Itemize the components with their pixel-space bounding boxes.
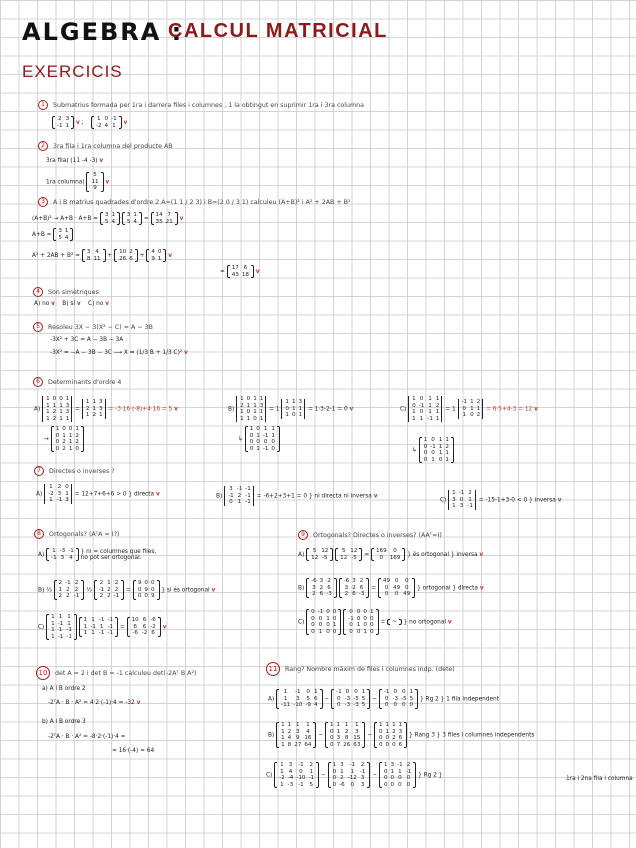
answer-11a: A) 1 -1 0 1 1 3 5 6 -11 -10 -9 4 ∼ -1 0 0 1 0 -3 -5 5 0 -3 -3 5 ∼ -1 0 0 1 0 -3 -5 5 0 0 0 0 } Rg 2 } 1 fila independent bbox=[268, 689, 500, 709]
answer-11c-note: 1ra i 2na fila i columna bbox=[566, 776, 633, 782]
result: = -3·16·(-8)+4·16 = 5 bbox=[108, 406, 173, 413]
step: A+B = bbox=[32, 232, 54, 239]
result: } no ortogonal bbox=[403, 619, 447, 626]
question-text: Ortogonals? (AᵀA = I?) bbox=[49, 531, 120, 538]
result: } és ortogonal } inversa bbox=[407, 552, 478, 559]
question-9 bbox=[298, 530, 442, 540]
answer-6c-alt: ↳ 1 0 1 1 0 -1 1 2 0 0 1 1 0 1 0 1 bbox=[412, 437, 454, 463]
answer-11b: B) 1 1 1 1 1 2 3 4 1 4 9 16 1 8 27 64 ∼ 1 1 1 1 0 1 2 3 0 3 8 15 0 7 26 63 ∼ 1 1 1 1 0 1 2 3 0 0 2 6 0 0 0 6 } Rang 3 } 3 files i columnes independents bbox=[268, 722, 535, 748]
question-7 bbox=[34, 466, 115, 476]
result: = -6+2+3+1 = 0 } ni directa ni inversa bbox=[256, 493, 372, 500]
answer-10b: b) A i B ordre 3 bbox=[42, 719, 86, 725]
question-number: 5 bbox=[33, 322, 43, 332]
question-number: 1 bbox=[38, 100, 48, 110]
question-number: 9 bbox=[298, 530, 308, 540]
answer-6b-alt: ↳ 1 0 1 1 0 1 -1 1 0 0 0 0 0 1 -1 0 bbox=[238, 426, 280, 452]
result: } Rang 3 } 3 files i columnes independents bbox=[409, 732, 535, 739]
question-text: Rang? Nombre màxim de files i columnes indp. (dete) bbox=[285, 666, 455, 673]
answer-1: 2 3 -1 1 v ; 1 0 -1 -2 4 1 v bbox=[52, 116, 127, 129]
step: = bbox=[220, 269, 225, 276]
answer-a: A) no bbox=[34, 301, 50, 307]
answer-10a: a) A i B ordre 2 bbox=[42, 686, 86, 692]
col-label: 1ra columna) bbox=[46, 179, 85, 186]
result: } Rg 2 } bbox=[418, 772, 443, 779]
question-text: det A = 2 i det B = -1 calculeu det(-2Aᵀ B A²) bbox=[55, 670, 197, 677]
question-number: 8 bbox=[34, 529, 44, 539]
question-text: Determinants d'ordre 4 bbox=[48, 379, 122, 386]
question-number: 3 bbox=[38, 197, 48, 207]
question-number: 6 bbox=[33, 377, 43, 387]
question-number: 7 bbox=[34, 466, 44, 476]
answer-3-line1: (A+B)² → A+B · A+B = 3 1 5 4 · 3 1 5 4 = 14 7 35 21 v bbox=[32, 212, 184, 225]
answer-6a-alt: → 1 0 0 1 0 1 1 2 0 2 1 2 0 2 1 0 bbox=[44, 426, 84, 452]
question-number: 10 bbox=[36, 666, 50, 680]
question-11 bbox=[266, 662, 455, 676]
result: = 12+7+6+6 > 0 } directa bbox=[74, 491, 155, 498]
question-3 bbox=[38, 197, 350, 207]
row-result: 3ra fila) (11 -4 -3) bbox=[46, 158, 98, 164]
question-10 bbox=[36, 666, 196, 680]
result: = 1·3-2-1 = 0 bbox=[307, 406, 348, 413]
answer-3-line3: A² + 2AB + B² = 3 4 8 11 + 10 2 26 6 + 4 0 9 1 v bbox=[32, 249, 173, 262]
question-2 bbox=[38, 141, 173, 151]
result: = -15-1+3-0 < 0 } inversa bbox=[478, 497, 556, 504]
answer-8c: C) 1 1 1 1 -1 1 1 1 -1 1 -1 -1 1 1 -1 -1 1 -1 1 -1 1 1 -1 -1 = 10 6 -6 6 6 -2 -6 -2 6 v bbox=[38, 614, 167, 640]
question-text: A i B matrius quadrades d'ordre 2 A=(1 1 / 2 3) i B=(2 0 / 3 1) calculeu (A+B)² i A² + 2AB + B² bbox=[53, 199, 351, 206]
section-title: EXERCICIS bbox=[22, 62, 123, 81]
question-text: Resoleu 3X − 3(X² − C) = A − 3B bbox=[48, 324, 153, 331]
answer-9a: A) 5 12 12 -5 5 12 12 -5 = 169 0 0 169 } és ortogonal } inversa v bbox=[298, 548, 484, 561]
question-number: 2 bbox=[38, 141, 48, 151]
answer-9b: B) -6 3 2 3 2 6 2 6 -3 -6 3 2 3 2 6 2 6 -3 = 49 0 0 0 49 0 0 0 49 } ortogonal } directa v bbox=[298, 578, 484, 598]
answer-11c: C) 1 3 -1 2 1 4 0 1 -2 -4 -10 -1 1 -3 -1 5 ∼ 1 3 -1 2 0 1 1 -1 0 2 -12 3 0 -6 0 3 ∼ 1 3 -1 2 0 1 1 -1 0 0 0 0 0 0 0 0 } Rg 2 } bbox=[266, 762, 443, 788]
answer-2-row: 3ra fila) (11 -4 -3) v bbox=[46, 158, 104, 164]
result: } ni = columnes que files, no pot ser ortogonal. bbox=[80, 548, 157, 561]
answer-7c: C) 1 -1 2 3 0 1 1 3 -1 = -15-1+3-0 < 0 } inversa v bbox=[440, 490, 562, 510]
question-text: Son simètriques bbox=[48, 289, 99, 296]
answer-5-line2: -3X² = −A − 3B − 3C ⟶ X = (1/3 B + 1/3 C)² v bbox=[50, 350, 188, 356]
answer-4: A) no v B) sí v C) no v bbox=[34, 301, 110, 307]
answer-10b-result: = 16·(-4) = 64 bbox=[112, 748, 155, 754]
result: } ortogonal } directa bbox=[417, 585, 478, 592]
answer-7a: A) 1 2 0 -2 3 1 1 -1 3 = 12+7+6+6 > 0 } directa v bbox=[36, 484, 160, 504]
question-number: 4 bbox=[33, 287, 43, 297]
step: -2ᵀA · B · A² = 4·2·(-1)·4 = -32 bbox=[48, 700, 135, 706]
answer-9c: C) 0 -1 0 0 0 0 1 0 0 0 0 1 0 1 0 0 0 0 0 1 -1 0 0 0 0 1 0 0 0 0 1 0 = ~ } no ortogonal v bbox=[298, 609, 452, 635]
result: = 6·5+4-3 = 12 bbox=[486, 406, 533, 413]
page-title: ALGEBRA : bbox=[22, 18, 184, 46]
answer-b: B) sí bbox=[62, 301, 76, 307]
question-number: 11 bbox=[266, 662, 280, 676]
answer-8a: A) 1 -3 -1 -1 3 4 } ni = columnes que files, no pot ser ortogonal. bbox=[38, 548, 163, 561]
answer-3-line4: = 17 6 43 18 v bbox=[220, 265, 260, 278]
question-8 bbox=[34, 529, 119, 539]
answer-8b: B) ⅓ 2 -1 2 1 2 2 2 2 -1 ⅓ 2 1 2 -1 2 2 2 2 -1 = 9 0 0 0 9 0 0 0 9 } sí és ortogonal v bbox=[38, 580, 216, 600]
question-text: Directes o inverses ? bbox=[49, 468, 115, 475]
question-text: 3ra fila i 1ra columna del producte AB bbox=[53, 143, 173, 150]
question-text: Submatrius formada per 1ra i darrera files i columnes , 1 la obtingut en suprimir 1ra i 3ra columna bbox=[53, 102, 364, 109]
question-5 bbox=[33, 322, 153, 332]
answer-c: C) no bbox=[88, 301, 104, 307]
question-6 bbox=[33, 377, 121, 387]
answer-2-col: 1ra columna) 5 11 9 v bbox=[46, 172, 110, 192]
step: (A+B)² → A+B · A+B = bbox=[32, 216, 99, 223]
answer-6a: A) 1 0 0 1 1 1 1 3 1 2 1 3 1 2 1 1 = 1 1 3 2 1 3 1 2 1 = -3·16·(-8)+4·16 = 5 v bbox=[34, 396, 178, 422]
result: } Rg 2 } 1 fila independent bbox=[420, 696, 500, 703]
question-4 bbox=[33, 287, 99, 297]
answer-10a-calc: -2ᵀA · B · A² = 4·2·(-1)·4 = -32 v bbox=[48, 700, 141, 706]
answer-6c: C) 1 0 1 1 0 -1 1 2 1 0 1 1 1 1 -1 1 = 1 -1 1 2 0 1 1 1 0 2 = 6·5+4-3 = 12 v bbox=[400, 396, 538, 422]
answer-5-line1: -3X² + 3C = A − 3B − 3A bbox=[50, 337, 124, 343]
answer-7b: B) 3 -1 -1 -1 2 -1 0 1 -1 = -6+2+3+1 = 0 } ni directa ni inversa v bbox=[216, 486, 378, 506]
question-text: Ortogonals? Directes o inverses? (AAᵀ=I) bbox=[313, 532, 442, 539]
answer-6b: B) 1 0 1 1 2 1 1 3 1 0 1 1 1 1 0 1 = 1 1 1 3 0 1 1 1 0 1 = 1·3-2-1 = 0 v bbox=[228, 396, 354, 422]
result: } sí és ortogonal bbox=[161, 587, 210, 594]
answer-10b-calc: -2ᵀA · B · A² = -8·2·(-1)·4 = bbox=[48, 734, 126, 740]
step: A² + 2AB + B² = bbox=[32, 253, 81, 260]
answer-3-line2: A+B = 3 1 5 4 bbox=[32, 228, 73, 241]
page-subtitle: CALCUL MATRICIAL bbox=[168, 20, 388, 42]
question-1 bbox=[38, 100, 364, 110]
step: -3X² = −A − 3B − 3C ⟶ X = (1/3 B + 1/3 C)² bbox=[50, 350, 183, 356]
